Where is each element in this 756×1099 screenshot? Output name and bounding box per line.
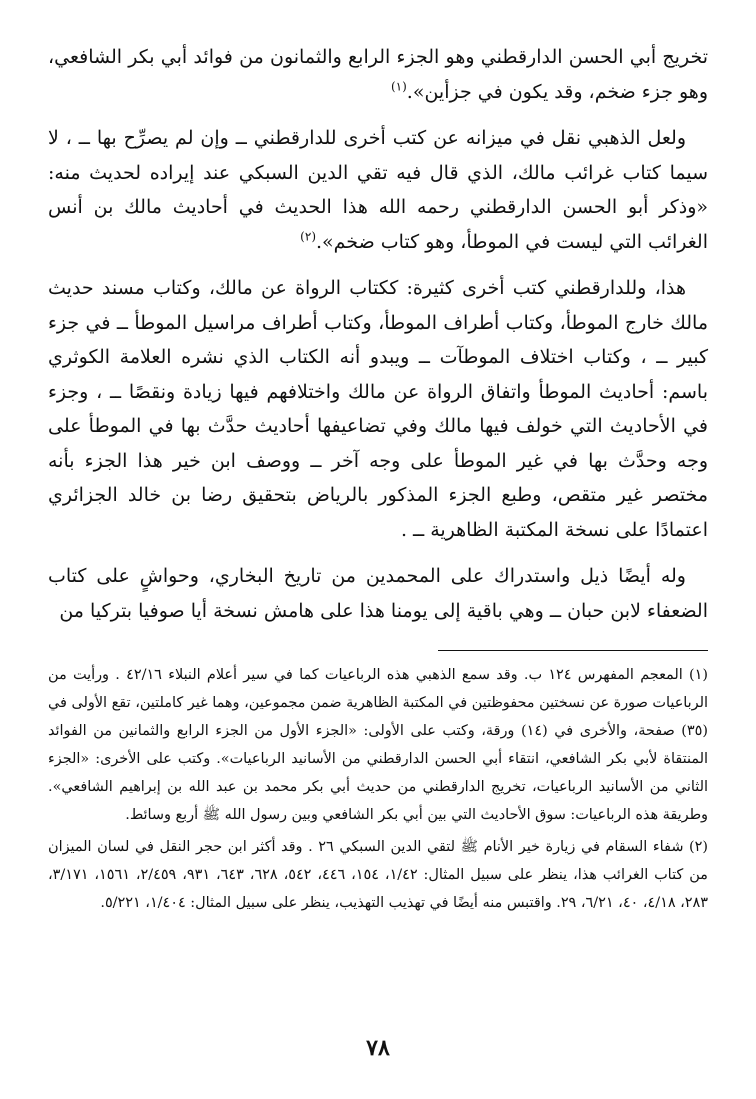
paragraph-2-text: ولعل الذهبي نقل في ميزانه عن كتب أخرى للدارقطني ــ وإن لم يصرِّح بها ــ ، لا سيما كتاب غرائب مالك، الذي قال فيه تقي الدين السبكي عند إيراده لحديث منه: «وذكر أبو الحسن الدارقطني رحمه الله هذا الحديث في أحاديث مالك بن أنس الغرائب التي ليست في الموطأ، وهو كتاب ضخم». xyxy=(48,127,708,253)
paragraph-1-text: تخريج أبي الحسن الدارقطني وهو الجزء الرابع والثمانون من فوائد أبي بكر الشافعي، وهو جزء ضخم، وقد يكون في جزأين». xyxy=(48,46,708,103)
footnote-separator xyxy=(438,650,708,651)
paragraph-1 xyxy=(48,40,708,109)
paragraph-2 xyxy=(48,121,708,259)
footnote-1: (١) المعجم المفهرس ١٢٤ ب. وقد سمع الذهبي هذه الرباعيات كما في سير أعلام النبلاء ٤٢/١٦ . ورأيت من الرباعيات صورة عن نسختين محفوظتين في المكتبة الظاهرية ضمن مجموعين، وهما غير كاملتين، تقع الأولى في (٣٥) صفحة، والأخرى في (١٤) ورقة، وكتب على الأولى: «الجزء الأول من الجزء الرابع والثمانين من الفوائد المنتقاة لأبي بكر الشافعي، انتقاء أبي الحسن الدارقطني من الأسانيد الرباعيات». وكتب على الأخرى: «الجزء الثاني من الأسانيد الرباعيات، تخريج الدارقطني من حديث أبي بكر محمد بن عبد الله بن إبراهيم الشافعي». وطريقة هذه الرباعيات: سوق الأحاديث التي بين أبي بكر الشافعي وبين رسول الله ﷺ أربع وسائط. xyxy=(48,667,708,823)
paragraph-3 xyxy=(48,271,708,547)
paragraph-3-text: هذا، وللدارقطني كتب أخرى كثيرة: ككتاب الرواة عن مالك، وكتاب مسند حديث مالك خارج الموطأ، وكتاب أطراف الموطأ، وكتاب أطراف مراسيل الموطأ ــ في جزء كبير ــ ، وكتاب اختلاف الموطآت ــ ويبدو أنه الكتاب الذي نشره العلامة الكوثري باسم: أحاديث الموطأ واتفاق الرواة عن مالك واختلافهم فيها زيادة ونقصًا ــ ، وجزء في الأحاديث التي خولف فيها مالك وفي تضاعيفها أحاديث حدَّث بها في الموطأ على وجه وحدَّث بها في غير الموطأ على وجه آخر ــ ووصف ابن خير هذا الجزء بأنه مختصر غير متقص، وطبع الجزء المذكور بالرياض بتحقيق رضا بن خالد الجزائري اعتمادًا على نسخة المكتبة الظاهرية ــ . xyxy=(48,277,709,541)
page-number: ٧٨ xyxy=(366,1035,390,1061)
footnote-ref-1: (١) xyxy=(390,79,407,94)
footnotes xyxy=(48,661,708,917)
footnote-ref-2: (٢) xyxy=(300,229,316,244)
main-text xyxy=(48,40,708,628)
paragraph-4 xyxy=(48,559,708,628)
footnote-2: (٢) شفاء السقام في زيارة خير الأنام ﷺ لتقي الدين السبكي ٢٦ . وقد أكثر ابن حجر النقل في لسان الميزان من كتاب الغرائب هذا، ينظر على سبيل المثال: ١/٤٢، ١٥٤، ٤٤٦، ٥٤٢، ٦٢٨، ٦٤٣، ٩٣١، ٢/٤٥٩، ١٥٦١، ٣/١٧١، ٢٨٣، ٤/١٨، ٤٠، ٦/٢١، ٢٩. واقتبس منه أيضًا في تهذيب التهذيب، ينظر على سبيل المثال: ١/٤٠٤، ٥/٢٢١. xyxy=(48,839,708,911)
paragraph-4-text: وله أيضًا ذيل واستدراك على المحمدين من تاريخ البخاري، وحواشٍ على كتاب الضعفاء لابن حبان ــ وهي باقية إلى يومنا هذا على هامش نسخة أيا صوفيا بتركيا من xyxy=(48,565,708,622)
